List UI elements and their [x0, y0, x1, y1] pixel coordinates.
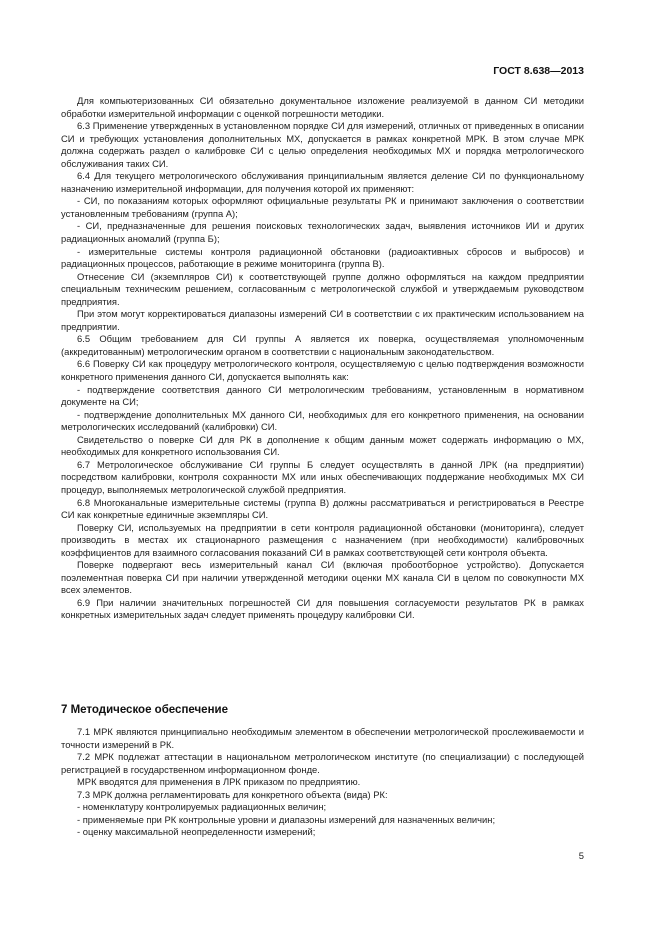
list-item: - подтверждение дополнительных МХ данного СИ, необходимых для его конкретного применения, на основании метрологических исследований (калибровки) СИ.: [61, 408, 584, 433]
list-item: - СИ, предназначенные для решения поисковых технологических задач, выявления источников ИИ и других радиационных аномалий (группа Б);: [61, 220, 584, 245]
paragraph-7-3: 7.3 МРК должна регламентировать для конкретного объекта (вида) РК:: [77, 788, 388, 800]
list-item: - применяемые при РК контрольные уровни и диапазоны измерений для назначенных величин;: [77, 813, 496, 825]
paragraph-6-6: 6.6 Поверку СИ как процедуру метрологического контроля, осуществляемую с целью подтверждения возможности конкретного применения данного СИ, допускается выполнять как:: [61, 358, 584, 383]
list-item: - номенклатуру контролируемых радиационных величин;: [77, 801, 327, 813]
paragraph-6-8: 6.8 Многоканальные измерительные системы (группа В) должны рассматриваться и регистрироваться в Реестре СИ как конкретные единичные экземпляры СИ.: [61, 496, 584, 521]
paragraph: Отнесение СИ (экземпляров СИ) к соответствующей группе должно оформляться на каждом предприятии специальным техническим решением, согласованным с метрологической службой и утверждаемым руководством предприятия.: [61, 270, 584, 307]
list-item: - подтверждение соответствия данного СИ метрологическим требованиям, установленным в нормативном документе на СИ;: [61, 383, 584, 408]
standard-number: ГОСТ 8.638—2013: [493, 65, 584, 77]
paragraph: При этом могут корректироваться диапазоны измерений СИ в соответствии с их практическим использованием на предприятии.: [61, 308, 584, 332]
list-item: - СИ, по показаниям которых оформляют официальные результаты РК и принимают заключения о соответствии установленным требованиям (группа А);: [61, 195, 584, 219]
paragraph-7-1: 7.1 МРК являются принципиально необходимым элементом в обеспечении метрологической прослеживаемости и точности измерений в РК.: [61, 726, 584, 750]
paragraph: МРК вводятся для применения в ЛРК приказом по предприятию.: [77, 776, 361, 788]
section-6-body: [61, 95, 584, 622]
paragraph-6-3: 6.3 Применение утвержденных в установленном порядке СИ для измерений, отличных от приведенных в описании СИ и требующих установления дополнительных МХ, допускается в рамках конкретной МРК. В этом случае МРК должна содержать раздел о калибровке СИ с целью определения необходимых МХ и порядка метрологического обслуживания таких СИ.: [61, 120, 584, 169]
page-number: 5: [578, 850, 584, 861]
section-heading: 7 Методическое обеспечение: [61, 704, 228, 716]
paragraph-6-9: 6.9 При наличии значительных погрешностей СИ для повышения согласуемости результатов РК в рамках конкретных измерительных задач следует применять процедуру калибровки СИ.: [61, 596, 584, 621]
paragraph: Поверку СИ, используемых на предприятии в сети контроля радиационной обстановки (мониторинга), следует производить в местах их стационарного размещения с назначением (при необходимости) калибровочных коэффициентов для взаимного согласования показаний СИ в рамках соответствующей сети контроля объекта.: [61, 521, 584, 558]
list-item: - измерительные системы контроля радиационной обстановки (радиоактивных сбросов и выбросов) и радиационных процессов, работающие в режиме мониторинга (группа В).: [61, 245, 584, 270]
paragraph-6-7: 6.7 Метрологическое обслуживание СИ группы Б следует осуществлять в данной ЛРК (на предприятии) посредством калибровки, контроля сохранности МХ или иных обеспечивающих поддержание необходимых МХ СИ процедур, выполняемых метрологической службой предприятия.: [61, 458, 584, 495]
section-7: [61, 703, 584, 839]
paragraph: Свидетельство о поверке СИ для РК в дополнение к общим данным может содержать информацию о МХ, необходимых для конкретного использования СИ.: [61, 433, 584, 458]
list-item: - оценку максимальной неопределенности измерений;: [77, 826, 316, 838]
paragraph-6-5: 6.5 Общим требованием для СИ группы А является их поверка, осуществляемая уполномоченным (аккредитованным) метрологическим органом в соответствии с национальным законодательством.: [61, 333, 584, 357]
paragraph-7-2: 7.2 МРК подлежат аттестации в национальном метрологическом институте (по специализации) с последующей регистрацией в государственном информационном фонде.: [61, 751, 584, 775]
paragraph: Для компьютеризованных СИ обязательно документальное изложение реализуемой в данном СИ методики обработки измерительной информации с оценкой погрешности методики.: [61, 95, 584, 119]
paragraph: Поверке подвергают весь измерительный канал СИ (включая пробоотборное устройство). Допускается поэлементная поверка СИ при наличии утвержденной методики оценки МХ канала СИ в целом по совокупности МХ всех элементов.: [61, 559, 584, 596]
paragraph-6-4: 6.4 Для текущего метрологического обслуживания принципиальным является деление СИ по функциональному назначению измерительной информации, для получения которой их применяют:: [61, 170, 584, 194]
